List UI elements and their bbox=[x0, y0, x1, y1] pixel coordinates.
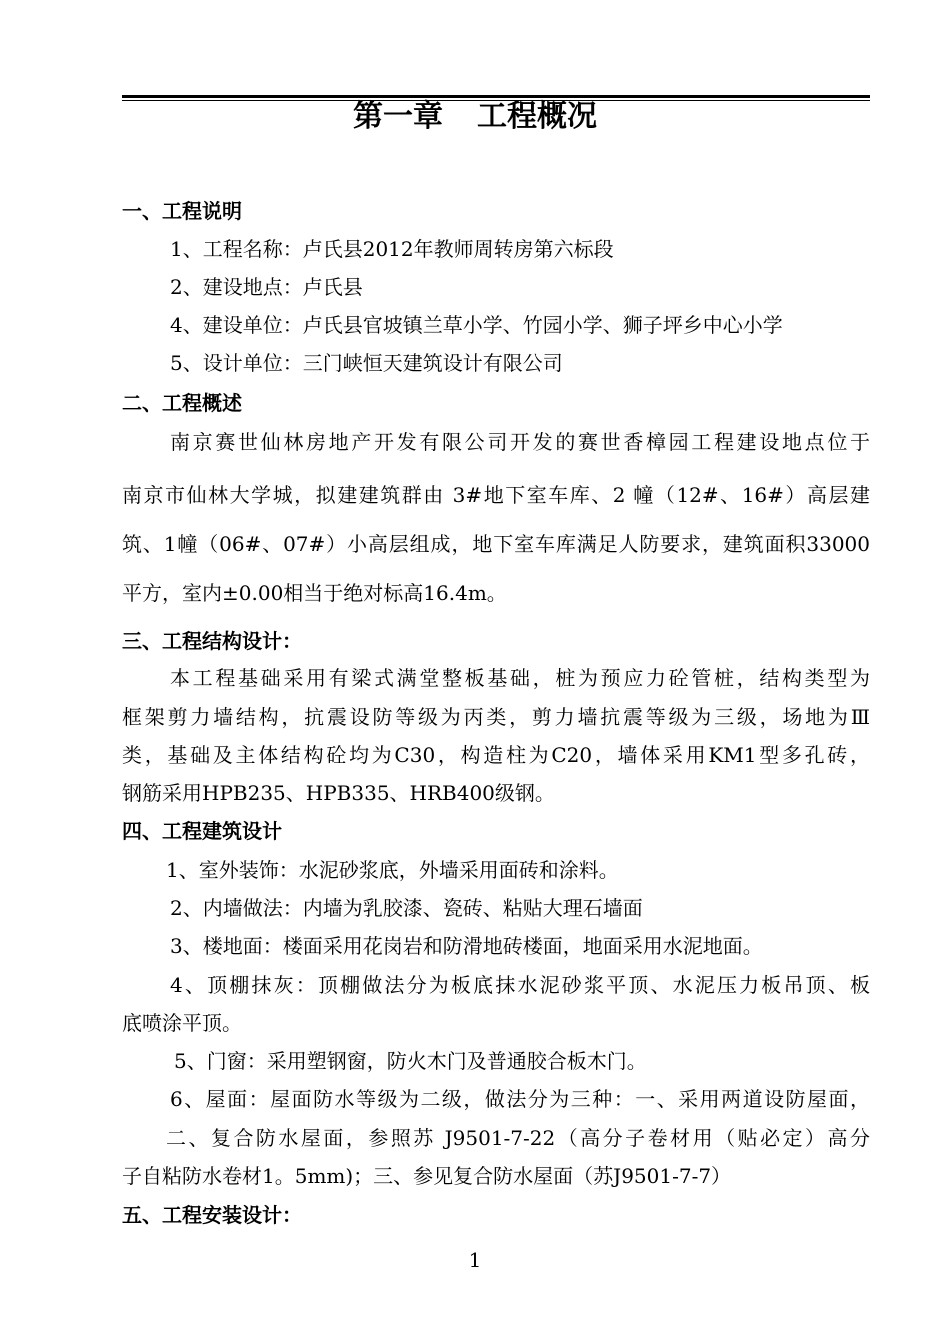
s1-item-1: 1、工程名称：卢氏县2012年教师周转房第六标段 bbox=[170, 237, 614, 261]
section-heading-3: 三、工程结构设计： bbox=[122, 629, 302, 653]
section-heading-4: 四、工程建筑设计 bbox=[122, 819, 282, 843]
section-heading-5: 五、工程安装设计： bbox=[122, 1203, 302, 1227]
s2-line-1: 南京赛世仙林房地产开发有限公司开发的赛世香樟园工程建设地点位于 bbox=[170, 430, 870, 454]
s4-line-7: 6、屋面：屋面防水等级为二级，做法分为三种：一、采用两道设防屋面， bbox=[170, 1087, 870, 1111]
s1-item-4: 5、设计单位：三门峡恒天建筑设计有限公司 bbox=[170, 351, 563, 375]
s2-line-2: 南京市仙林大学城，拟建建筑群由 3#地下室车库、2 幢（12#、16#）高层建 bbox=[122, 483, 870, 507]
s4-line-2: 2、内墙做法：内墙为乳胶漆、瓷砖、粘贴大理石墙面 bbox=[170, 896, 643, 920]
s2-line-3: 筑、1幢（06#、07#）小高层组成，地下室车库满足人防要求，建筑面积33000 bbox=[122, 532, 870, 556]
s4-line-4: 4、顶棚抹灰：顶棚做法分为板底抹水泥砂浆平顶、水泥压力板吊顶、板 bbox=[170, 973, 870, 997]
s4-line-3: 3、楼地面：楼面采用花岗岩和防滑地砖楼面，地面采用水泥地面。 bbox=[170, 934, 763, 958]
s3-line-3: 类，基础及主体结构砼均为C30，构造柱为C20，墙体采用KM1型多孔砖， bbox=[122, 743, 870, 767]
chapter-number: 第一章 bbox=[353, 99, 443, 134]
s4-line-6: 5、门窗：采用塑钢窗，防火木门及普通胶合板木门。 bbox=[174, 1049, 647, 1073]
s1-item-2: 2、建设地点：卢氏县 bbox=[170, 275, 363, 299]
section-heading-2: 二、工程概述 bbox=[122, 391, 242, 415]
s1-item-3: 4、建设单位：卢氏县官坡镇兰草小学、竹园小学、狮子坪乡中心小学 bbox=[170, 313, 783, 337]
section-heading-1: 一、工程说明 bbox=[122, 199, 242, 223]
s4-line-5: 底喷涂平顶。 bbox=[122, 1011, 242, 1035]
page-number: 1 bbox=[468, 1248, 482, 1272]
s3-line-1: 本工程基础采用有梁式满堂整板基础，桩为预应力砼管桩，结构类型为 bbox=[170, 666, 870, 690]
chapter-name: 工程概况 bbox=[477, 99, 597, 134]
s4-line-1: 1、室外装饰：水泥砂浆底，外墙采用面砖和涂料。 bbox=[166, 858, 619, 882]
s3-line-2: 框架剪力墙结构，抗震设防等级为丙类，剪力墙抗震等级为三级，场地为Ⅲ bbox=[122, 705, 870, 729]
s2-line-4: 平方，室内±0.00相当于绝对标高16.4m。 bbox=[122, 581, 507, 605]
s3-line-4: 钢筋采用HPB235、HPB335、HRB400级钢。 bbox=[122, 781, 555, 805]
chapter-title bbox=[0, 96, 950, 138]
s4-line-9: 子自粘防水卷材1。5mm)；三、参见复合防水屋面（苏J9501-7-7） bbox=[122, 1164, 732, 1188]
s4-line-8: 二、复合防水屋面，参照苏 J9501-7-22（高分子卷材用（贴必定）高分 bbox=[166, 1126, 870, 1150]
